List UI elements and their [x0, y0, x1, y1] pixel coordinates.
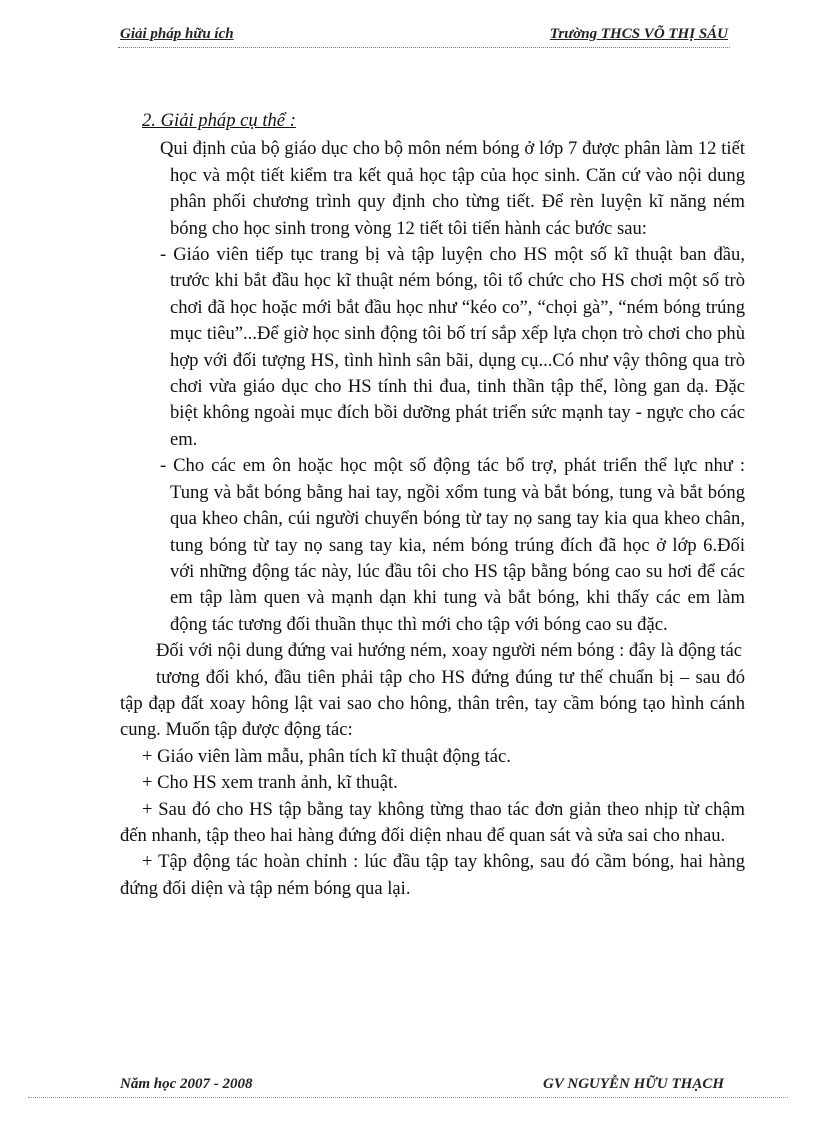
- footer-divider: [28, 1097, 788, 1098]
- footer-teacher-name: GV NGUYỄN HỮU THẠCH: [543, 1076, 724, 1092]
- paragraph-plus-images: + Cho HS xem tranh ảnh, kĩ thuật.: [142, 772, 398, 794]
- paragraph-intro: Qui định của bộ giáo dục cho bộ môn ném bóng ở lớp 7 được phân làm 12 tiết học và một tiết kiểm tra kết quả học tập của học sinh. Căn cứ vào nội dung phân phối chương trình quy định cho từng tiết. Để rèn luyện kĩ năng ném bóng cho học sinh trong vòng 12 tiết tôi tiến hành các bước sau:: [160, 138, 745, 239]
- header-school-name: Trường THCS VÕ THỊ SÁU: [549, 26, 728, 42]
- header-left-title: Giải pháp hữu ích: [120, 26, 234, 42]
- paragraph-plus-complete: + Tập động tác hoàn chỉnh : lúc đầu tập tay không, sau đó cầm bóng, hai hàng đứng đối diện và tập ném bóng qua lại.: [120, 851, 745, 899]
- footer-school-year: Năm học 2007 - 2008: [120, 1076, 253, 1092]
- header-divider: [118, 47, 730, 48]
- paragraph-plus-practice: + Sau đó cho HS tập bằng tay không từng thao tác đơn giản theo nhịp từ chậm đến nhanh, tập theo hai hàng đứng đối diện nhau để quan sát và sửa sai cho nhau.: [120, 798, 745, 846]
- paragraph-throw-stance: Đối với nội dung đứng vai hướng ném, xoay người ném bóng : đây là động tác: [156, 640, 742, 662]
- paragraph-plus-demo: + Giáo viên làm mẫu, phân tích kĩ thuật động tác.: [142, 745, 511, 767]
- paragraph-throw-detail: tương đối khó, đầu tiên phải tập cho HS đứng đúng tư thế chuẩn bị – sau đó tập đạp đất xoay hông lật vai sao cho hông, thân trên, tay cầm bóng tạo hình cánh cung. Muốn tập được động tác:: [120, 666, 745, 741]
- paragraph-bullet-exercises: - Cho các em ôn hoặc học một số động tác bổ trợ, phát triển thể lực như : Tung và bắt bóng bằng hai tay, ngồi xổm tung và bắt bóng, tung và bắt bóng qua kheo chân, cúi người chuyển bóng từ tay nọ sang tay kia qua kheo chân, tung bóng từ tay nọ sang tay kia, ném bóng trúng đích đã học ở lớp 6.Đối với những động tác này, lúc đầu tôi cho HS tập bằng bóng cao su hơi để các em tập làm quen và mạnh dạn khi tung và bắt bóng, khi thấy các em làm động tác tương đối thuần thục thì mới cho tập với bóng cao su đặc.: [160, 455, 745, 635]
- document-body: [120, 108, 745, 902]
- section-heading: 2. Giải pháp cụ thể :: [142, 110, 296, 131]
- paragraph-bullet-warmup: - Giáo viên tiếp tục trang bị và tập luyện cho HS một số kĩ thuật ban đầu, trước khi bắt đầu học kĩ thuật ném bóng, tôi tổ chức cho HS chơi một số trò chơi đã học hoặc mới bắt đầu học như “kéo co”, “chọi gà”, “ném bóng trúng mục tiêu”...Để giờ học sinh động tôi bố trí sắp xếp lựa chọn trò chơi cho phù hợp với đối tượng HS, tình hình sân bãi, dụng cụ...Có như vậy thông qua trò chơi vừa giáo dục cho HS tính thi đua, tinh thần tập thể, lòng gan dạ. Đặc biệt không ngoài mục đích bồi dưỡng phát triển sức mạnh tay - ngực cho các em.: [160, 244, 745, 450]
